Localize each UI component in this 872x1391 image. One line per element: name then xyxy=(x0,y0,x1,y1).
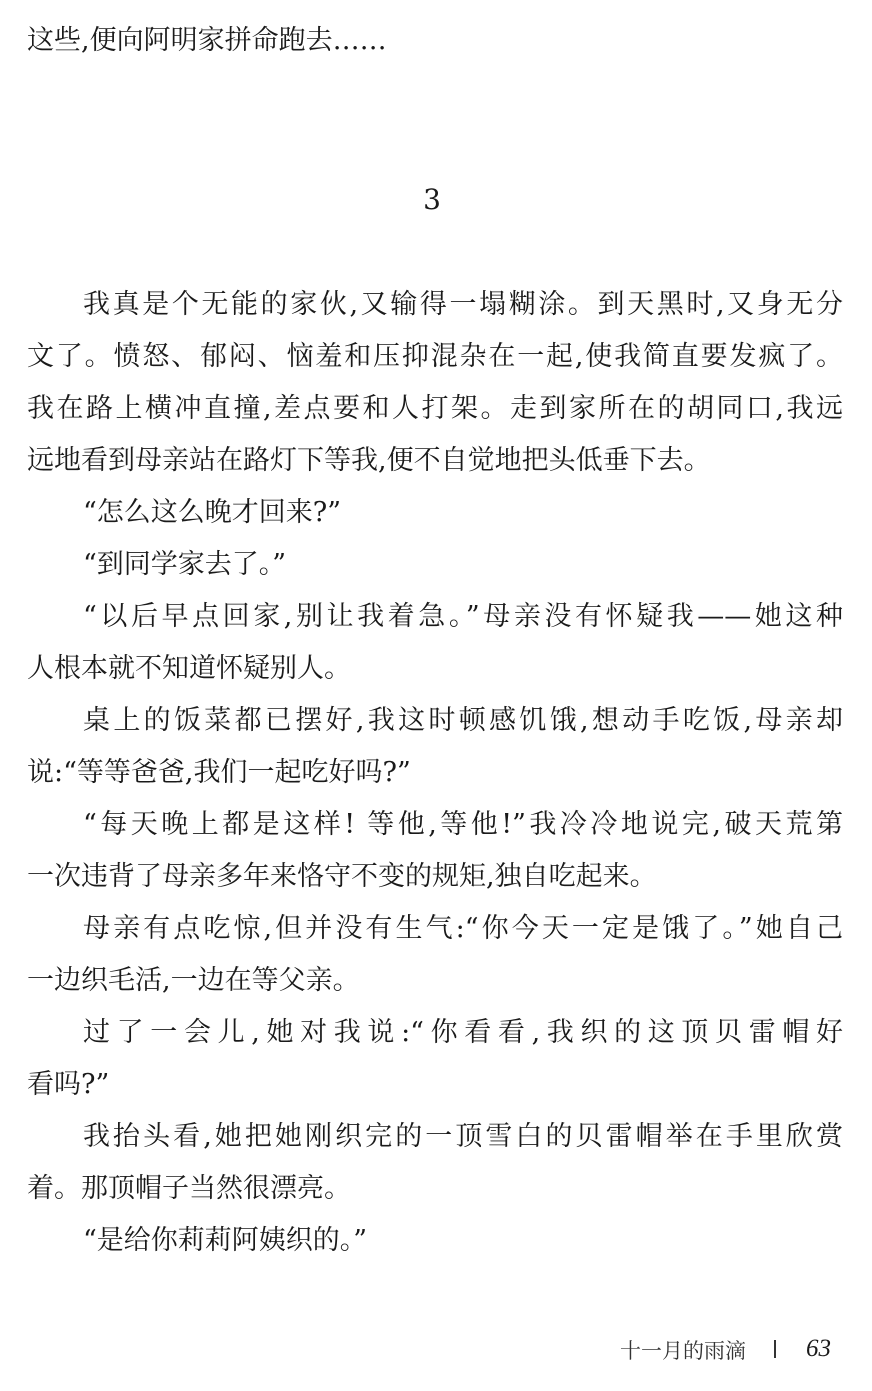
text-line: 着。那顶帽子当然很漂亮。 xyxy=(27,1173,351,1204)
text-line: “怎么这么晚才回来?” xyxy=(83,497,342,528)
text-line: 过了一会儿,她对我说:“你看看,我织的这顶贝雷帽好 xyxy=(83,1017,843,1048)
text-line: 我真是个无能的家伙,又输得一塌糊涂。到天黑时,又身无分 xyxy=(83,289,843,320)
text-line: 说:“等等爸爸,我们一起吃好吗?” xyxy=(27,757,411,788)
text-line: “以后早点回家,别让我着急。”母亲没有怀疑我——她这种 xyxy=(83,601,843,632)
text-line: “每天晚上都是这样! 等他,等他!”我冷冷地说完,破天荒第 xyxy=(83,809,843,840)
text-line: 一次违背了母亲多年来恪守不变的规矩,独自吃起来。 xyxy=(27,861,657,892)
text-line: 远地看到母亲站在路灯下等我,便不自觉地把头低垂下去。 xyxy=(27,445,711,476)
page-number: 63 xyxy=(806,1335,831,1362)
text-line: 我抬头看,她把她刚织完的一顶雪白的贝雷帽举在手里欣赏 xyxy=(83,1121,843,1152)
text-line: “到同学家去了。” xyxy=(83,549,287,580)
text-line: 文了。愤怒、郁闷、恼羞和压抑混杂在一起,使我简直要发疯了。 xyxy=(27,341,843,372)
text-line: 人根本就不知道怀疑别人。 xyxy=(27,653,351,684)
footer-separator xyxy=(774,1340,776,1358)
text-line: “是给你莉莉阿姨织的。” xyxy=(83,1225,368,1256)
text-line: 一边织毛活,一边在等父亲。 xyxy=(27,965,360,996)
text-line: 这些,便向阿明家拼命跑去…… xyxy=(27,25,387,56)
text-line: 母亲有点吃惊,但并没有生气:“你今天一定是饿了。”她自己 xyxy=(83,913,843,944)
running-footer-title: 十一月的雨滴 xyxy=(620,1339,746,1363)
text-line: 桌上的饭菜都已摆好,我这时顿感饥饿,想动手吃饭,母亲却 xyxy=(83,705,843,736)
section-number: 3 xyxy=(423,183,441,216)
text-line: 我在路上横冲直撞,差点要和人打架。走到家所在的胡同口,我远 xyxy=(27,393,843,424)
text-line: 看吗?” xyxy=(27,1069,110,1100)
